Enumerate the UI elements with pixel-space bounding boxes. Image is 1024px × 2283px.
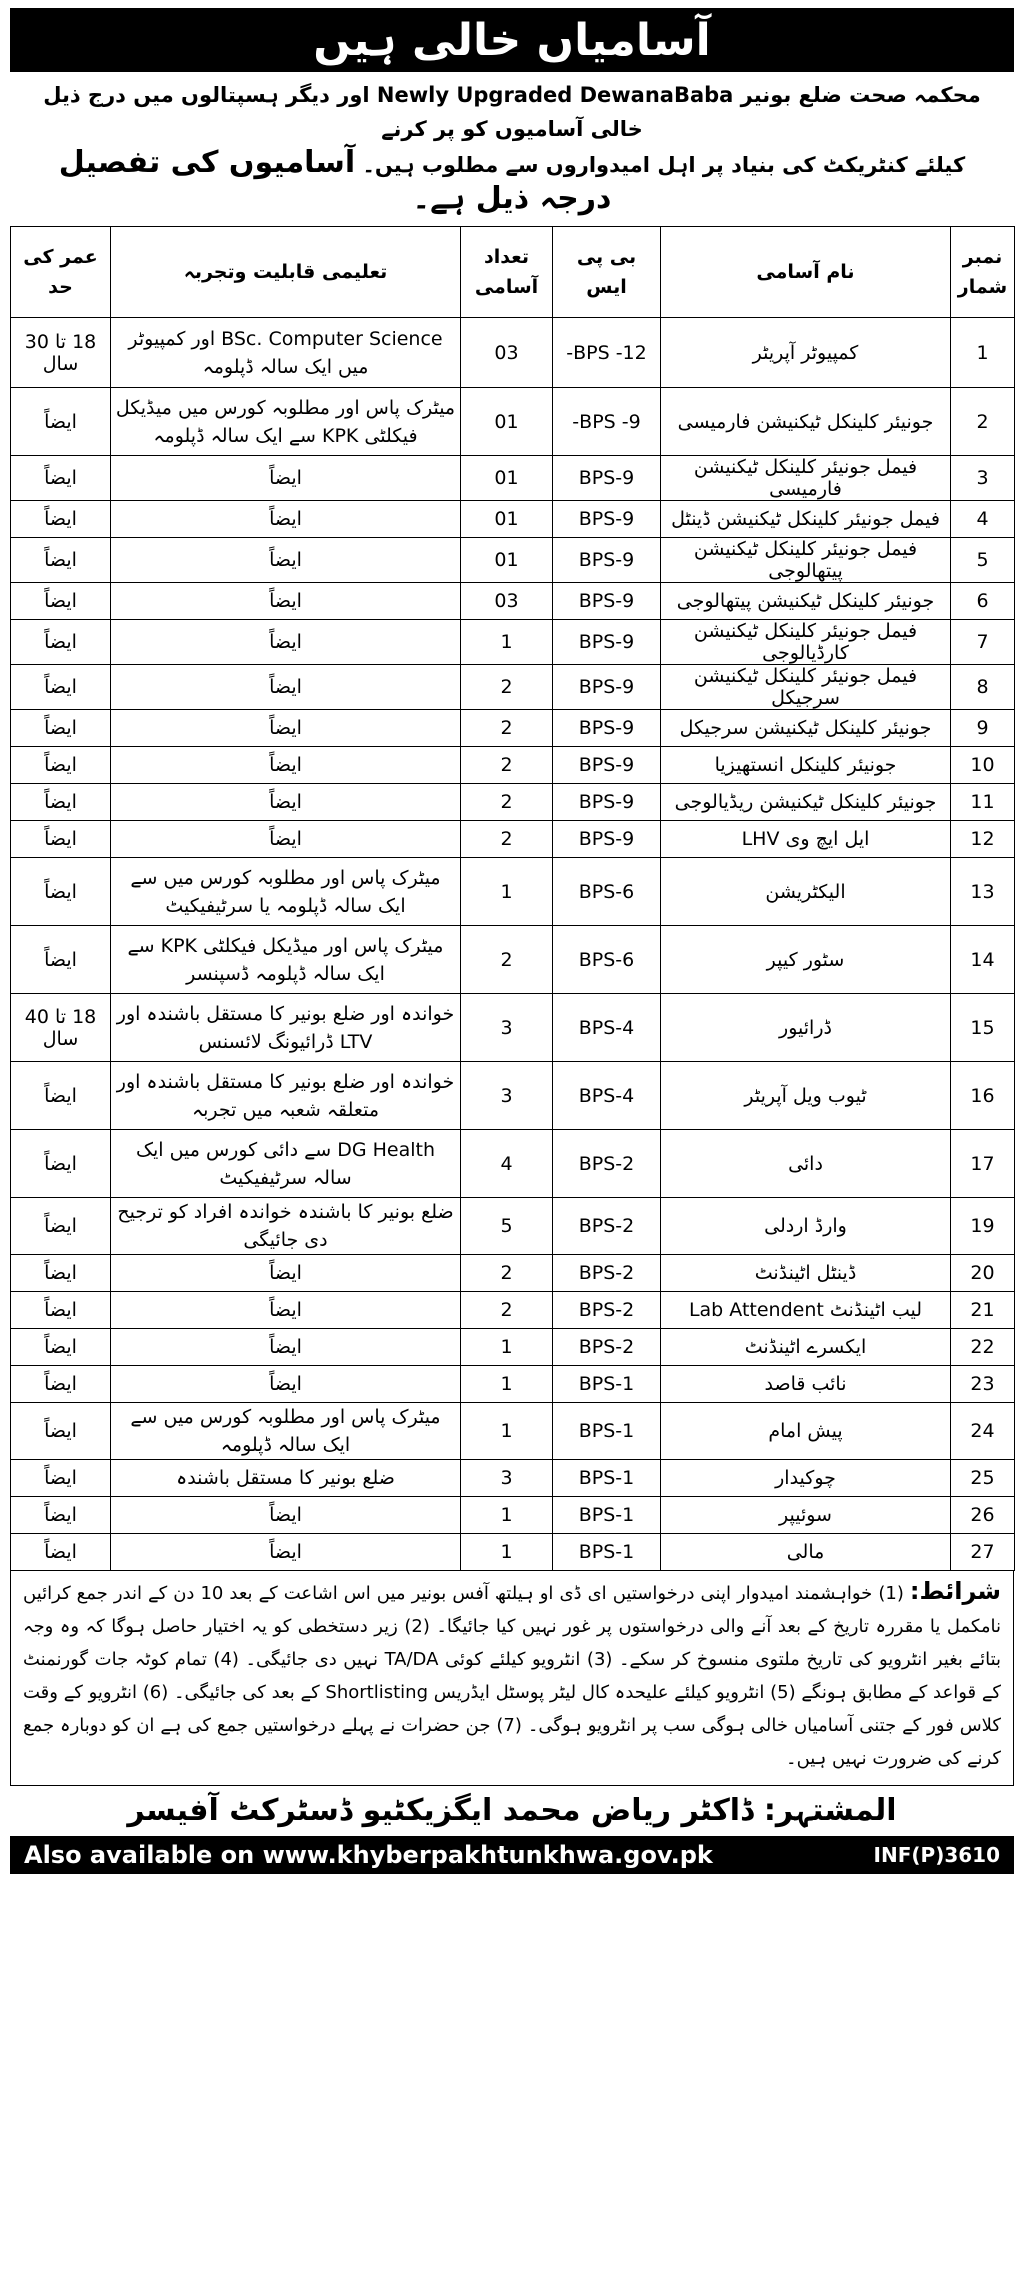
cell-bps: BPS-1 <box>553 1497 661 1534</box>
table-row <box>11 501 1015 538</box>
cell-serial: 5 <box>951 538 1015 583</box>
cell-age: ایضاً <box>11 926 111 994</box>
cell-post: وارڈ اردلی <box>661 1198 951 1255</box>
cell-bps: BPS-9 <box>553 821 661 858</box>
cell-serial: 26 <box>951 1497 1015 1534</box>
cell-age: ایضاً <box>11 1460 111 1497</box>
cell-post: دائی <box>661 1130 951 1198</box>
cell-bps: BPS-9 <box>553 784 661 821</box>
col-qualification: تعلیمی قابلیت وتجربہ <box>111 227 461 318</box>
table-row <box>11 1366 1015 1403</box>
cell-post: چوکیدار <box>661 1460 951 1497</box>
cell-count: 03 <box>461 318 553 388</box>
cell-qualification: ضلع بونیر کا باشندہ خواندہ افراد کو ترجیح دی جائیگی <box>111 1198 461 1255</box>
cell-serial: 3 <box>951 456 1015 501</box>
cell-age: ایضاً <box>11 1062 111 1130</box>
table-row <box>11 318 1015 388</box>
cell-count: 01 <box>461 456 553 501</box>
cell-serial: 23 <box>951 1366 1015 1403</box>
cell-serial: 12 <box>951 821 1015 858</box>
table-row <box>11 1460 1015 1497</box>
cell-count: 03 <box>461 583 553 620</box>
cell-bps: BPS-6 <box>553 858 661 926</box>
cell-post: لیب اٹینڈنٹ Lab Attendent <box>661 1292 951 1329</box>
cell-qualification: ایضاً <box>111 665 461 710</box>
table-row <box>11 747 1015 784</box>
cell-count: 2 <box>461 1292 553 1329</box>
cell-qualification: ایضاً <box>111 747 461 784</box>
cell-age: ایضاً <box>11 747 111 784</box>
cell-count: 1 <box>461 858 553 926</box>
cell-post: فیمل جونیئر کلینکل ٹیکنیشن پیتھالوجی <box>661 538 951 583</box>
cell-qualification: ایضاً <box>111 1255 461 1292</box>
cell-bps: BPS-9 <box>553 665 661 710</box>
cell-post: پیش امام <box>661 1403 951 1460</box>
col-age: عمر کی حد <box>11 227 111 318</box>
cell-count: 1 <box>461 1403 553 1460</box>
cell-post: ڈینٹل اٹینڈنٹ <box>661 1255 951 1292</box>
cell-bps: BPS-1 <box>553 1460 661 1497</box>
advertiser-signature: المشتہر: ڈاکٹر ریاض محمد ایگزیکٹیو ڈسٹرکٹ آفیسر <box>127 1793 897 1828</box>
cell-serial: 2 <box>951 388 1015 456</box>
table-row <box>11 583 1015 620</box>
cell-post: جونیئر کلینکل انستھیزیا <box>661 747 951 784</box>
cell-qualification: ایضاً <box>111 1497 461 1534</box>
cell-post: جونیئر کلینکل ٹیکنیشن ریڈیالوجی <box>661 784 951 821</box>
table-row <box>11 784 1015 821</box>
cell-age: ایضاً <box>11 665 111 710</box>
col-count: تعداد آسامی <box>461 227 553 318</box>
cell-serial: 20 <box>951 1255 1015 1292</box>
cell-post: الیکٹریشن <box>661 858 951 926</box>
cell-count: 5 <box>461 1198 553 1255</box>
cell-count: 3 <box>461 994 553 1062</box>
cell-bps: BPS-1 <box>553 1534 661 1571</box>
cell-qualification: میٹرک پاس اور مطلوبہ کورس میں سے ایک سالہ ڈپلومہ یا سرٹیفیکیٹ <box>111 858 461 926</box>
conditions-block <box>10 1571 1014 1786</box>
cell-bps: BPS-9 <box>553 501 661 538</box>
table-row <box>11 994 1015 1062</box>
cell-age: ایضاً <box>11 858 111 926</box>
cell-count: 01 <box>461 388 553 456</box>
cell-bps: BPS-9 <box>553 538 661 583</box>
cell-post: ایل ایچ وی LHV <box>661 821 951 858</box>
table-header-row <box>11 227 1015 318</box>
cell-qualification: میٹرک پاس اور میڈیکل فیکلٹی KPK سے ایک سالہ ڈپلومہ ڈسپنسر <box>111 926 461 994</box>
cell-age: ایضاً <box>11 583 111 620</box>
cell-age: ایضاً <box>11 1198 111 1255</box>
cell-qualification: ایضاً <box>111 710 461 747</box>
table-row <box>11 858 1015 926</box>
cell-count: 01 <box>461 538 553 583</box>
cell-age: ایضاً <box>11 1497 111 1534</box>
table-row <box>11 1292 1015 1329</box>
cell-serial: 1 <box>951 318 1015 388</box>
table-row <box>11 538 1015 583</box>
table-row <box>11 1198 1015 1255</box>
vacancies-table <box>10 226 1015 1571</box>
intro-text <box>10 72 1014 220</box>
cell-bps: BPS-9 <box>553 710 661 747</box>
cell-bps: BPS-1 <box>553 1403 661 1460</box>
cell-serial: 17 <box>951 1130 1015 1198</box>
cell-qualification: میٹرک پاس اور مطلوبہ کورس میں میڈیکل فیکلٹی KPK سے ایک سالہ ڈپلومہ <box>111 388 461 456</box>
reference-number: INF(P)3610 <box>873 1843 1000 1867</box>
cell-age: ایضاً <box>11 1255 111 1292</box>
cell-bps: BPS-4 <box>553 1062 661 1130</box>
cell-qualification: ضلع بونیر کا مستقل باشندہ <box>111 1460 461 1497</box>
cell-qualification: ایضاً <box>111 620 461 665</box>
cell-bps: BPS-2 <box>553 1255 661 1292</box>
cell-age: ایضاً <box>11 1403 111 1460</box>
table-row <box>11 665 1015 710</box>
cell-qualification: ایضاً <box>111 821 461 858</box>
title-banner <box>10 8 1014 72</box>
cell-count: 2 <box>461 821 553 858</box>
cell-post: ٹیوب ویل آپریٹر <box>661 1062 951 1130</box>
cell-post: ڈرائیور <box>661 994 951 1062</box>
cell-serial: 7 <box>951 620 1015 665</box>
table-row <box>11 821 1015 858</box>
cell-age: ایضاً <box>11 620 111 665</box>
cell-qualification: BSc. Computer Science اور کمپیوٹر میں ایک سالہ ڈپلومہ <box>111 318 461 388</box>
cell-bps: BPS-4 <box>553 994 661 1062</box>
cell-age: 18 تا 40 سال <box>11 994 111 1062</box>
cell-count: 1 <box>461 1366 553 1403</box>
cell-post: فیمل جونیئر کلینکل ٹیکنیشن فارمیسی <box>661 456 951 501</box>
cell-age: ایضاً <box>11 538 111 583</box>
cell-qualification: ایضاً <box>111 583 461 620</box>
cell-serial: 22 <box>951 1329 1015 1366</box>
cell-post: ایکسرے اٹینڈنٹ <box>661 1329 951 1366</box>
cell-post: جونیئر کلینکل ٹیکنیشن سرجیکل <box>661 710 951 747</box>
cell-bps: BPS-2 <box>553 1329 661 1366</box>
table-row <box>11 926 1015 994</box>
cell-age: ایضاً <box>11 1130 111 1198</box>
col-bps: بی پی ایس <box>553 227 661 318</box>
cell-count: 1 <box>461 1497 553 1534</box>
cell-count: 3 <box>461 1460 553 1497</box>
cell-bps: BPS-6 <box>553 926 661 994</box>
cell-qualification: ایضاً <box>111 538 461 583</box>
cell-post: سوئیپر <box>661 1497 951 1534</box>
cell-age: ایضاً <box>11 1366 111 1403</box>
cell-bps: BPS-2 <box>553 1292 661 1329</box>
cell-age: ایضاً <box>11 784 111 821</box>
advertisement-page <box>10 8 1014 2267</box>
cell-count: 2 <box>461 1255 553 1292</box>
cell-count: 2 <box>461 747 553 784</box>
cell-age: ایضاً <box>11 1534 111 1571</box>
cell-count: 4 <box>461 1130 553 1198</box>
col-serial: نمبر شمار <box>951 227 1015 318</box>
cell-bps: BPS-9 <box>553 456 661 501</box>
cell-count: 01 <box>461 501 553 538</box>
intro-line-2-bold: آسامیوں کی تفصیل درجہ ذیل ہے۔ <box>58 145 612 216</box>
cell-age: ایضاً <box>11 710 111 747</box>
cell-serial: 14 <box>951 926 1015 994</box>
cell-serial: 10 <box>951 747 1015 784</box>
cell-serial: 16 <box>951 1062 1015 1130</box>
cell-bps: BPS-9 <box>553 620 661 665</box>
cell-bps: BPS-2 <box>553 1130 661 1198</box>
cell-serial: 9 <box>951 710 1015 747</box>
cell-qualification: ایضاً <box>111 784 461 821</box>
cell-qualification: ایضاً <box>111 456 461 501</box>
cell-age: ایضاً <box>11 501 111 538</box>
table-row <box>11 1062 1015 1130</box>
cell-post: مالی <box>661 1534 951 1571</box>
cell-bps: BPS -12- <box>553 318 661 388</box>
cell-bps: BPS-2 <box>553 1198 661 1255</box>
cell-age: ایضاً <box>11 456 111 501</box>
cell-age: 18 تا 30 سال <box>11 318 111 388</box>
cell-post: سٹور کیپر <box>661 926 951 994</box>
cell-qualification: میٹرک پاس اور مطلوبہ کورس میں سے ایک سالہ ڈپلومہ <box>111 1403 461 1460</box>
cell-post: فیمل جونیئر کلینکل ٹیکنیشن سرجیکل <box>661 665 951 710</box>
intro-line-2: کیلئے کنٹریکٹ کی بنیاد پر اہل امیدواروں سے مطلوب ہیں۔ <box>362 153 966 177</box>
cell-post: جونیئر کلینکل ٹیکنیشن فارمیسی <box>661 388 951 456</box>
cell-serial: 4 <box>951 501 1015 538</box>
cell-bps: BPS-9 <box>553 583 661 620</box>
cell-serial: 21 <box>951 1292 1015 1329</box>
cell-qualification: ایضاً <box>111 1292 461 1329</box>
cell-qualification: خواندہ اور ضلع بونیر کا مستقل باشندہ اور متعلقہ شعبہ میں تجربہ <box>111 1062 461 1130</box>
cell-qualification: خواندہ اور ضلع بونیر کا مستقل باشندہ اور LTV ڈرائیونگ لائسنس <box>111 994 461 1062</box>
table-row <box>11 620 1015 665</box>
cell-serial: 19 <box>951 1198 1015 1255</box>
table-row <box>11 1329 1015 1366</box>
table-row <box>11 1130 1015 1198</box>
cell-serial: 8 <box>951 665 1015 710</box>
cell-post: کمپیوٹر آپریٹر <box>661 318 951 388</box>
cell-serial: 27 <box>951 1534 1015 1571</box>
cell-age: ایضاً <box>11 821 111 858</box>
cell-serial: 25 <box>951 1460 1015 1497</box>
table-row <box>11 1534 1015 1571</box>
cell-count: 2 <box>461 710 553 747</box>
cell-serial: 6 <box>951 583 1015 620</box>
cell-count: 2 <box>461 665 553 710</box>
col-post: نام آسامی <box>661 227 951 318</box>
conditions-text: (1) خواہشمند امیدوار اپنی درخواستیں ای ڈی او ہیلتھ آفس بونیر میں اس اشاعت کے بعد 10 دن کے اندر جمع کرائیں نامکمل یا مقررہ تاریخ کے بعد آنے والی درخواستوں پر غور نہیں کیا جائیگا۔ (2) زیر دستخطی کو یہ اختیار حاصل ہوگا کہ وہ وجہ بتائے بغیر انٹرویو کی تاریخ ملتوی منسوخ کر سکے۔ (3) انٹرویو کیلئے کوئی TA/DA نہیں دی جائیگی۔ (4) تمام کوٹہ جات گورنمنٹ کے قواعد کے مطابق ہونگے (5) انٹرویو کیلئے علیحدہ کال لیٹر پوسٹل ایڈریس Shortlisting کے بعد کی جائیگی۔ (6) انٹرویو کے وقت کلاس فور کے جتنی آسامیاں خالی ہوگی سب پر انٹرویو ہوگی۔ (7) جن حضرات نے پہلے درخواستیں جمع کی ہے ان کو دوبارہ جمع کرنے کی ضرورت نہیں ہیں۔ <box>23 1583 1002 1769</box>
website-link[interactable]: Also available on www.khyberpakhtunkhwa.gov.pk <box>24 1841 713 1869</box>
table-row <box>11 456 1015 501</box>
cell-bps: BPS-1 <box>553 1366 661 1403</box>
cell-serial: 11 <box>951 784 1015 821</box>
table-row <box>11 710 1015 747</box>
cell-serial: 15 <box>951 994 1015 1062</box>
cell-bps: BPS-9 <box>553 747 661 784</box>
table-row <box>11 1403 1015 1460</box>
footer-bar <box>10 1836 1014 1874</box>
table-row <box>11 1497 1015 1534</box>
page-title: آسامیاں خالی ہیں <box>313 14 711 66</box>
table-row <box>11 1255 1015 1292</box>
cell-qualification: ایضاً <box>111 1329 461 1366</box>
cell-serial: 24 <box>951 1403 1015 1460</box>
cell-serial: 13 <box>951 858 1015 926</box>
cell-qualification: ایضاً <box>111 501 461 538</box>
cell-bps: BPS -9- <box>553 388 661 456</box>
table-row <box>11 388 1015 456</box>
cell-post: فیمل جونیئر کلینکل ٹیکنیشن کارڈیالوجی <box>661 620 951 665</box>
cell-age: ایضاً <box>11 388 111 456</box>
cell-count: 2 <box>461 784 553 821</box>
cell-count: 1 <box>461 1329 553 1366</box>
cell-qualification: ایضاً <box>111 1534 461 1571</box>
cell-post: جونیئر کلینکل ٹیکنیشن پیتھالوجی <box>661 583 951 620</box>
conditions-heading: شرائط: <box>909 1577 1001 1605</box>
cell-post: فیمل جونیئر کلینکل ٹیکنیشن ڈینٹل <box>661 501 951 538</box>
cell-age: ایضاً <box>11 1292 111 1329</box>
cell-count: 3 <box>461 1062 553 1130</box>
cell-age: ایضاً <box>11 1329 111 1366</box>
cell-post: نائب قاصد <box>661 1366 951 1403</box>
cell-count: 2 <box>461 926 553 994</box>
cell-count: 1 <box>461 620 553 665</box>
intro-line-1: محکمہ صحت ضلع بونیر Newly Upgraded DewanaBaba اور دیگر ہسپتالوں میں درج ذیل خالی آسامیوں کو پر کرنے <box>43 83 981 141</box>
cell-qualification: ایضاً <box>111 1366 461 1403</box>
cell-qualification: DG Health سے دائی کورس میں ایک سالہ سرٹیفیکیٹ <box>111 1130 461 1198</box>
cell-count: 1 <box>461 1534 553 1571</box>
